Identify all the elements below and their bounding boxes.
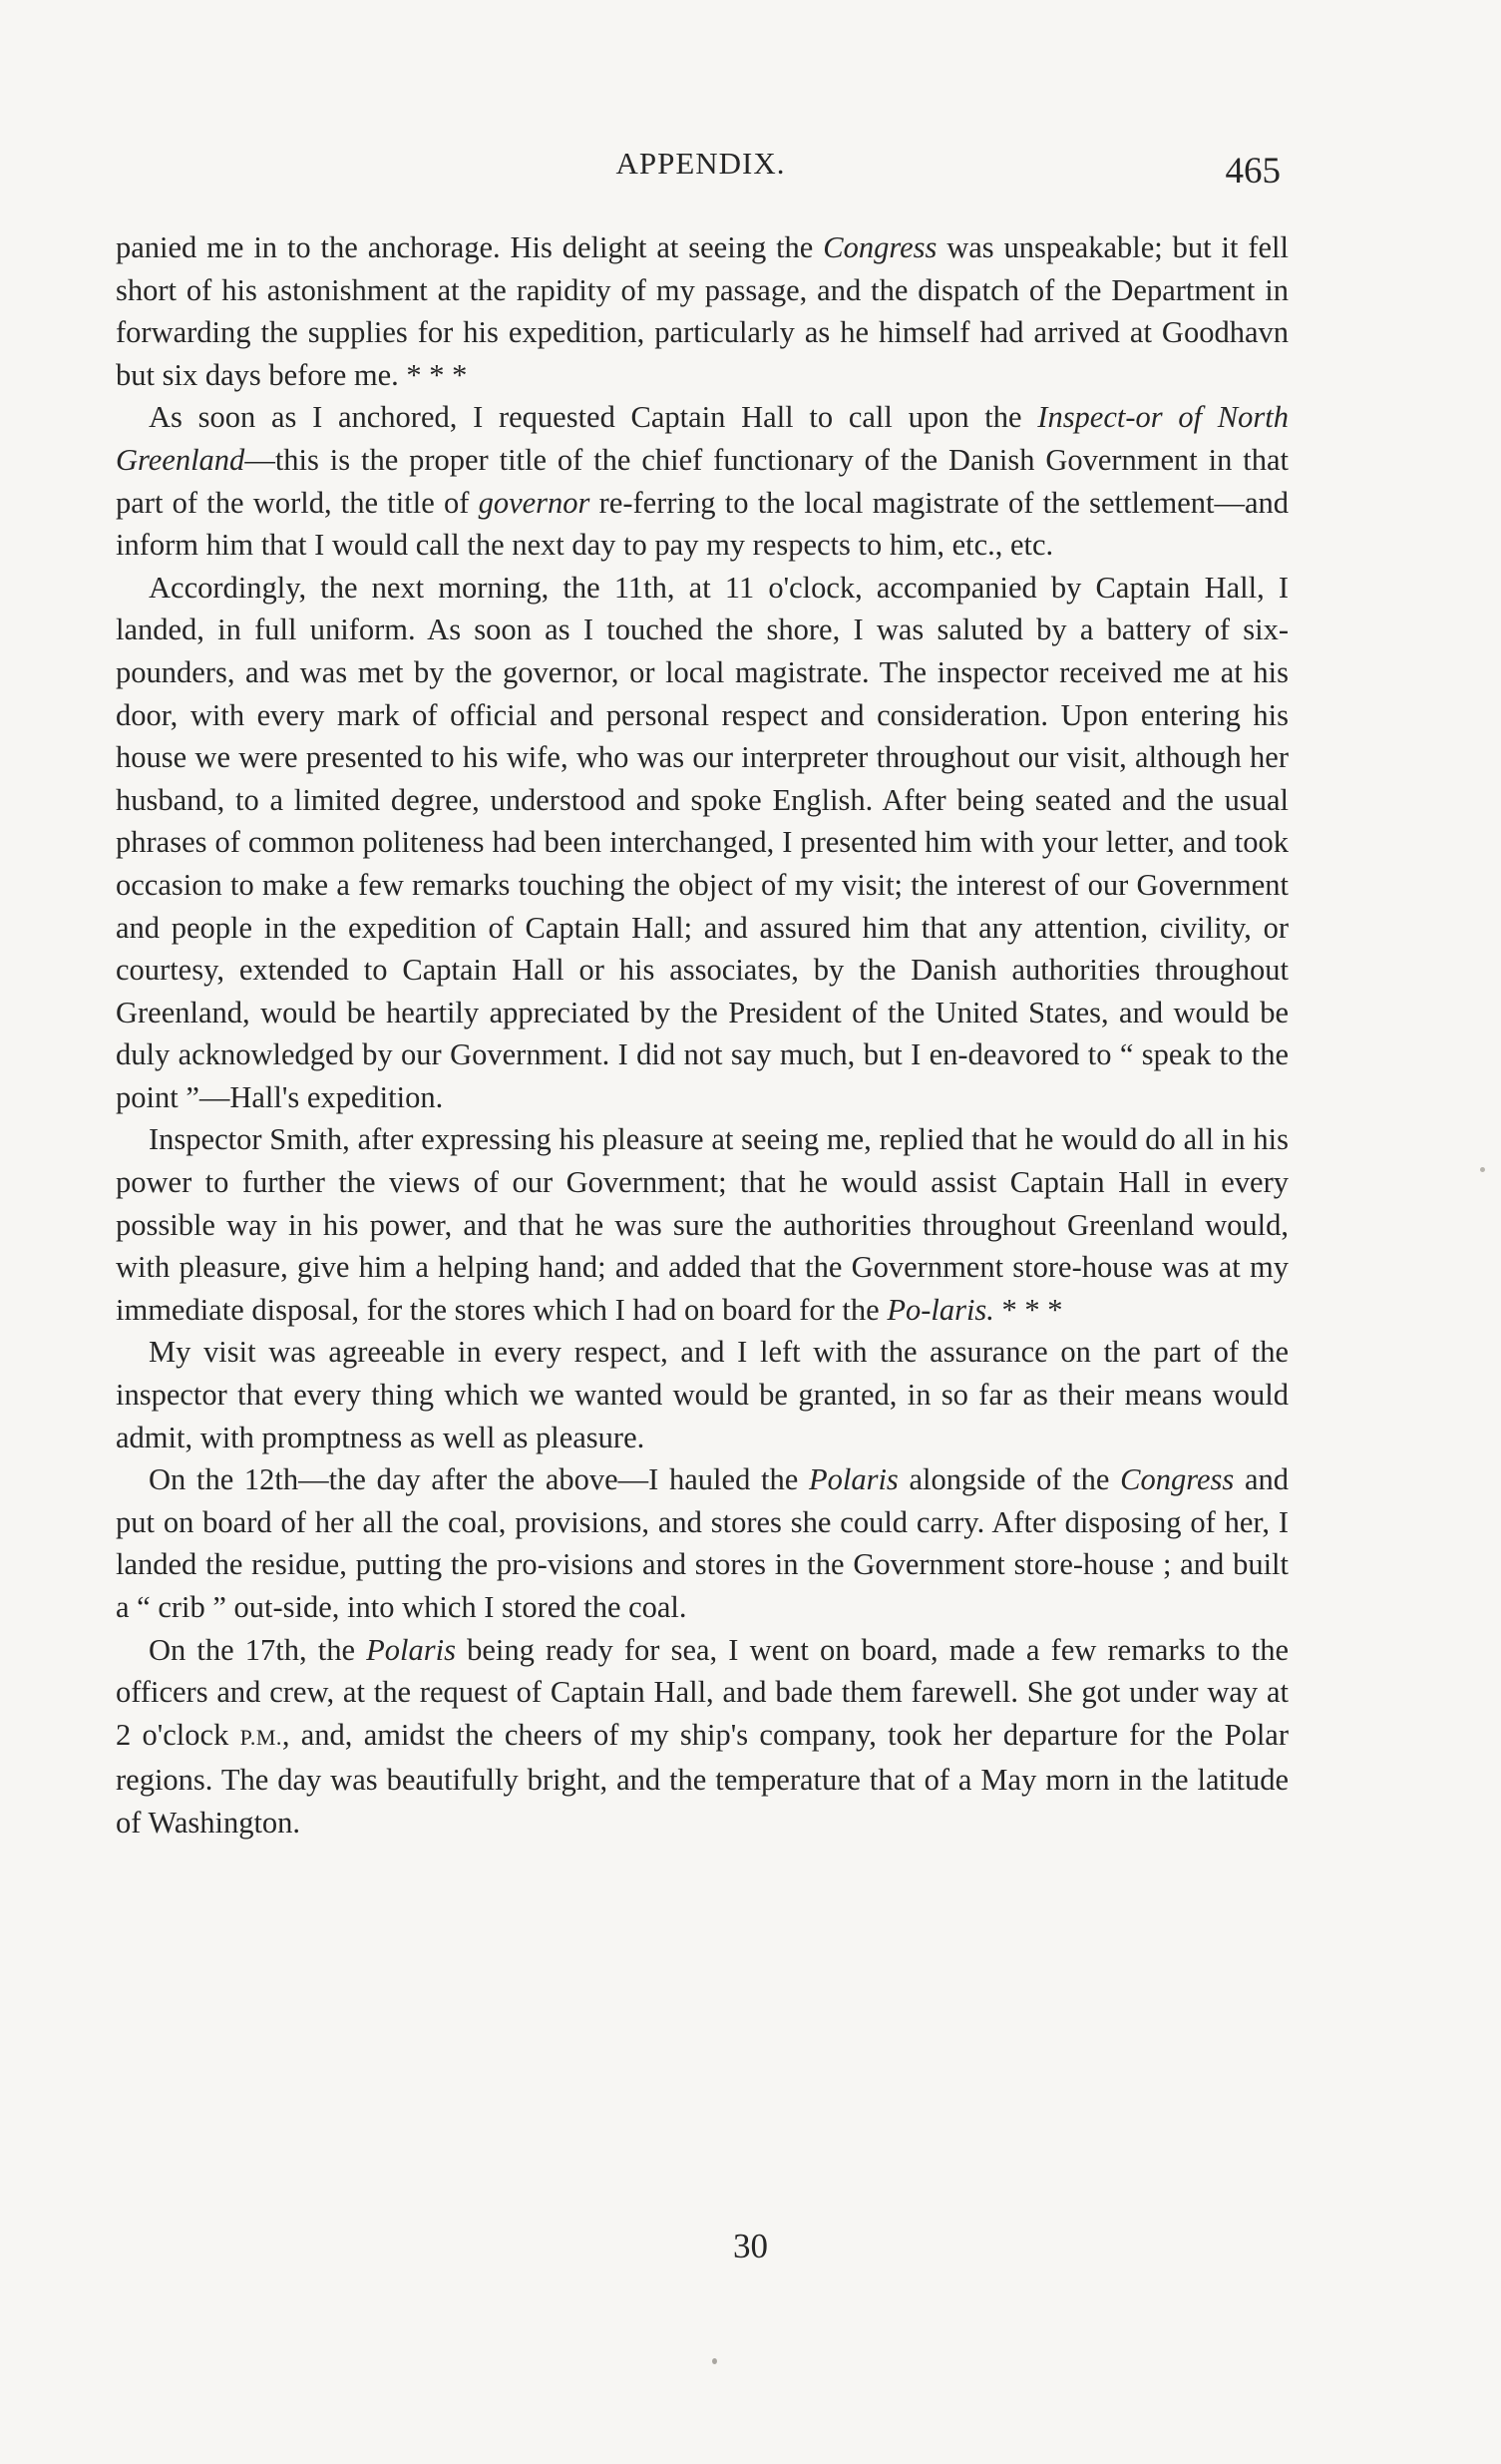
paragraph-6-text-e: and put on board of her all the coal, provisions, and stores she could carry. After disposing of her, I landed the residue, putting the pro-visions and stores in the Government store-house ; and built a “ crib ” out-side, into which I stored the coal.	[116, 1462, 1289, 1624]
paragraph-1-text-a: panied me in to the anchorage. His delight at seeing the	[116, 230, 824, 264]
paragraph-2-text-e: re-ferring to the local magistrate of the settlement—and inform him that I would call the next day to pay my respects to him, etc., etc.	[116, 485, 1289, 563]
ship-name-polaris: Po-laris.	[887, 1292, 994, 1327]
paragraph-7-text-a: On the 17th, the	[149, 1632, 367, 1667]
paragraph-1-text-c: was unspeakable; but it fell short of his astonishment at the rapidity of my passage, and the dispatch of the Department in forwarding the supplies for his expedition, particularly as he himself had arrived at Goodhavn but six days before me. * * *	[116, 230, 1289, 392]
ship-name-congress: Congress	[823, 230, 938, 264]
paper-speck	[1480, 1167, 1485, 1172]
running-head-title: APPENDIX.	[615, 146, 786, 181]
paragraph-2-text-c: —this is the proper title of the chief functionary of the Danish Government in that part of the world, the title of	[116, 442, 1289, 520]
paragraph-7	[116, 1629, 1289, 1845]
paragraph-4-text-a: Inspector Smith, after expressing his pleasure at seeing me, replied that he would do all in his power to further the views of our Government; that he would assist Captain Hall in every possible way in his power, and that he was sure the authorities throughout Greenland would, with pleasure, give him a helping hand; and added that the Government store-house was at my immediate disposal, for the stores which I had on board for the	[116, 1122, 1289, 1327]
paragraph-5: My visit was agreeable in every respect, and I left with the assurance on the part of the inspector that every thing which we wanted would be granted, in so far as their means would admit, with promptness as well as pleasure.	[116, 1335, 1289, 1454]
running-head	[115, 140, 1287, 190]
body-text	[116, 226, 1289, 1845]
paragraph-7-text-e: , and, amidst the cheers of my ship's company, took her departure for the Polar regions. The day was beautifully bright, and the temperature that of a May morn in the latitude of Washington.	[116, 1717, 1289, 1840]
paragraph-4-text-c: * * *	[993, 1292, 1063, 1327]
paragraph-3: Accordingly, the next morning, the 11th, at 11 o'clock, accompanied by Captain Hall, I landed, in full uniform. As soon as I touched the shore, I was saluted by a battery of six-pounders, and was met by the governor, or local magistrate. The inspector received me at his door, with every mark of official and personal respect and consideration. Upon entering his house we were presented to his wife, who was our interpreter throughout our visit, although her husband, to a limited degree, understood and spoke English. After being seated and the usual phrases of common politeness had been interchanged, I presented him with your letter, and took occasion to make a few remarks touching the object of my visit; the interest of our Government and people in the expedition of Captain Hall; and assured him that any attention, civility, or courtesy, extended to Captain Hall or his associates, by the Danish authorities throughout Greenland, would be heartily appreciated by the President of the United States, and would be duly acknowledged by our Government. I did not say much, but I en-deavored to “ speak to the point ”—Hall's expedition.	[116, 570, 1289, 1114]
paragraph-6-text-a: On the 12th—the day after the above—I hauled the	[149, 1462, 809, 1497]
paragraph-2	[116, 396, 1289, 566]
paragraph-6	[116, 1458, 1289, 1628]
signature-mark: 30	[733, 2227, 768, 2265]
paragraph-4	[116, 1118, 1289, 1331]
paragraph-1	[116, 226, 1289, 396]
ship-name-congress: Congress	[1120, 1462, 1235, 1497]
title-inspector-north-greenland: Inspect-or of North Greenland	[116, 400, 1289, 477]
paragraph-2-text-a: As soon as I anchored, I requested Captain Hall to call upon the	[149, 400, 1038, 435]
ship-name-polaris: Polaris	[366, 1632, 456, 1667]
time-pm: P.M.	[239, 1724, 282, 1750]
ship-name-polaris: Polaris	[808, 1462, 899, 1497]
paper-speck	[712, 2358, 717, 2364]
page-number: 465	[1225, 151, 1281, 192]
term-governor: governor	[478, 485, 590, 520]
paragraph-6-text-c: alongside of the	[898, 1462, 1121, 1497]
paragraph-7-text-c: being ready for sea, I went on board, made a few remarks to the officers and crew, at the request of Captain Hall, and bade them farewell. She got under way at 2 o'clock	[116, 1632, 1289, 1752]
